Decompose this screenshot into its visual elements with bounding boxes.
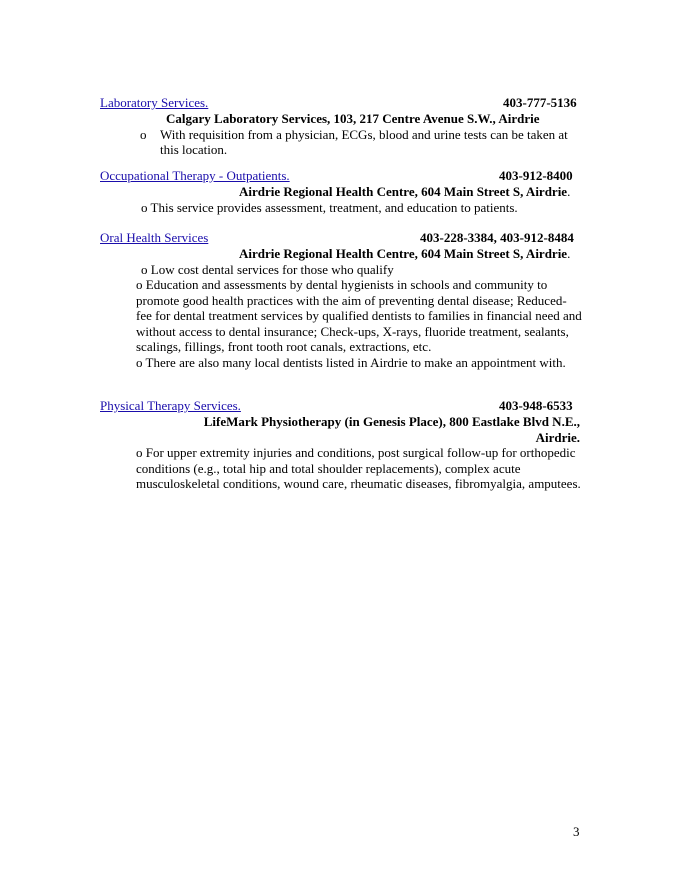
- laboratory-services-description: With requisition from a physician, ECGs, blood and urine tests can be taken at this location.: [160, 126, 568, 157]
- oral-health-address-line: [239, 246, 580, 262]
- laboratory-services-header: [100, 95, 580, 111]
- laboratory-services-link[interactable]: Laboratory Services.: [100, 95, 209, 110]
- oral-health-item-education: o Education and assessments by dental hygienists in schools and community to promote good health practices with the aim of preventing dental disease; Reduced-fee for dental treatment services by qualified dentists to families in financial need and without access to dental insurance; Check-ups, X-rays, fluoride treatment, sealants, scalings, fillings, front tooth root canals, extractions, etc.: [136, 277, 582, 354]
- oral-health-phone: 403-228-3384, 403-912-8484: [420, 230, 574, 245]
- physical-therapy-phone: 403-948-6533: [499, 398, 573, 413]
- laboratory-services-phone: 403-777-5136: [503, 95, 577, 110]
- occupational-therapy-section: [100, 168, 580, 215]
- oral-health-section: [100, 230, 580, 370]
- physical-therapy-address-line-1: LifeMark Physiotherapy (in Genesis Place), 800 Eastlake Blvd N.E.,: [203, 414, 580, 429]
- occupational-therapy-address: Airdrie Regional Health Centre, 604 Main Street S, Airdrie: [239, 184, 568, 199]
- occupational-therapy-address-period: .: [567, 184, 571, 199]
- occupational-therapy-phone: 403-912-8400: [499, 168, 573, 183]
- laboratory-services-bullet: [100, 127, 580, 158]
- laboratory-services-address: Calgary Laboratory Services, 103, 217 Centre Avenue S.W., Airdrie: [166, 111, 540, 126]
- page-number: 3: [573, 824, 580, 839]
- physical-therapy-address-line-2: Airdrie.: [535, 429, 580, 445]
- physical-therapy-section: [100, 398, 580, 492]
- physical-therapy-link[interactable]: Physical Therapy Services.: [100, 398, 241, 413]
- oral-health-item-low-cost: o Low cost dental services for those who qualify: [141, 261, 394, 277]
- oral-health-address-period: .: [567, 246, 571, 261]
- oral-health-address: Airdrie Regional Health Centre, 604 Main Street S, Airdrie: [239, 246, 568, 261]
- physical-therapy-description: o For upper extremity injuries and conditions, post surgical follow-up for orthopedic conditions (e.g., total hip and total shoulder replacements), complex acute musculoskeletal conditions, wound care, rheumatic diseases, fibromyalgia, amputees.: [136, 445, 581, 491]
- occupational-therapy-address-line: [239, 184, 580, 200]
- bullet-marker: o: [140, 126, 147, 142]
- laboratory-services-section: [100, 95, 580, 158]
- occupational-therapy-header: [100, 168, 580, 184]
- physical-therapy-header: [100, 398, 580, 414]
- occupational-therapy-description: o This service provides assessment, treatment, and education to patients.: [141, 199, 518, 215]
- occupational-therapy-link[interactable]: Occupational Therapy - Outpatients.: [100, 168, 290, 183]
- oral-health-header: [100, 230, 580, 246]
- oral-health-item-local-dentists: o There are also many local dentists listed in Airdrie to make an appointment with.: [136, 354, 566, 370]
- oral-health-link[interactable]: Oral Health Services: [100, 230, 209, 245]
